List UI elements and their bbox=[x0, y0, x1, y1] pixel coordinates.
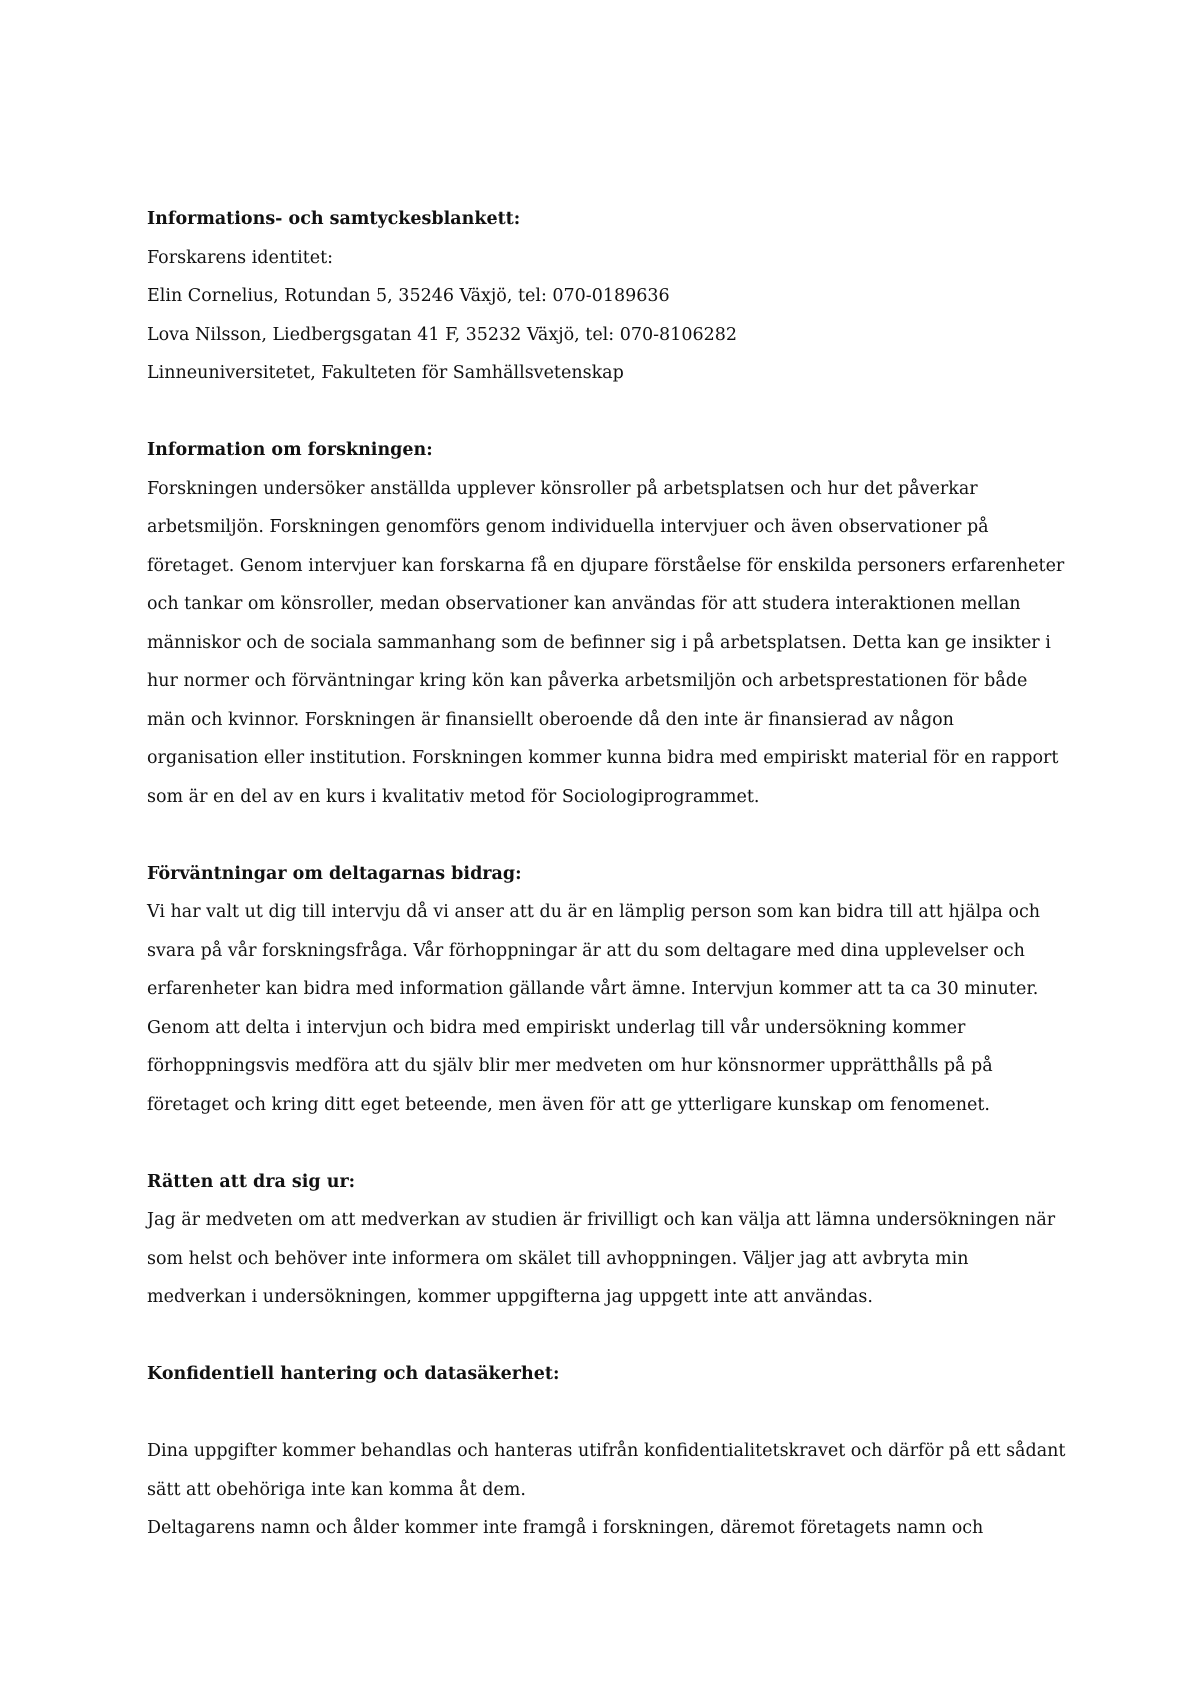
expectations-heading: Förväntningar om deltagarnas bidrag: bbox=[147, 863, 522, 884]
research-info-heading: Information om forskningen: bbox=[147, 440, 433, 460]
identity-label: Forskarens identitet: bbox=[147, 247, 334, 268]
spacer bbox=[147, 816, 1067, 855]
research-info-line: Forskningen undersöker anställda upplever könsroller på arbetsplatsen och hur det påverkar bbox=[147, 478, 978, 499]
document-body bbox=[147, 200, 1067, 1548]
withdrawal-line: som helst och behöver inte informera om skälet till avhoppningen. Väljer jag att avbryta min bbox=[147, 1248, 969, 1269]
researcher-1: Elin Cornelius, Rotundan 5, 35246 Växjö, tel: 070-0189636 bbox=[147, 286, 670, 306]
spacer bbox=[147, 1317, 1067, 1356]
expectations-line: Genom att delta i intervjun och bidra med empiriskt underlag till vår undersökning kommer bbox=[147, 1017, 966, 1038]
withdrawal-heading: Rätten att dra sig ur: bbox=[147, 1171, 356, 1192]
institution: Linneuniversitetet, Fakulteten för Samhällsvetenskap bbox=[147, 363, 624, 383]
spacer bbox=[147, 1124, 1067, 1163]
expectations-line: företaget och kring ditt eget beteende, men även för att ge ytterligare kunskap om fenomenet. bbox=[147, 1094, 990, 1115]
research-info-line: organisation eller institution. Forskningen kommer kunna bidra med empiriskt material för en rapport bbox=[147, 748, 1059, 768]
researcher-2: Lova Nilsson, Liedbergsgatan 41 F, 35232 Växjö, tel: 070-8106282 bbox=[147, 324, 737, 345]
research-info-line: hur normer och förväntningar kring kön kan påverka arbetsmiljön och arbetsprestationen för både bbox=[147, 671, 1028, 691]
research-info-line: män och kvinnor. Forskningen är finansiellt oberoende då den inte är finansierad av någon bbox=[147, 709, 954, 730]
expectations-line: Vi har valt ut dig till intervju då vi anser att du är en lämplig person som kan bidra till att hjälpa och bbox=[147, 902, 1041, 922]
confidentiality-line: Deltagarens namn och ålder kommer inte framgå i forskningen, däremot företagets namn och bbox=[147, 1518, 984, 1538]
expectations-line: svara på vår forskningsfråga. Vår förhoppningar är att du som deltagare med dina upplevelser och bbox=[147, 940, 1025, 961]
confidentiality-heading: Konfidentiell hantering och datasäkerhet: bbox=[147, 1364, 560, 1384]
document-title: Informations- och samtyckesblankett: bbox=[147, 209, 521, 229]
spacer bbox=[147, 393, 1067, 432]
research-info-line: och tankar om könsroller, medan observationer kan användas för att studera interaktionen mellan bbox=[147, 594, 1021, 614]
research-info-line: företaget. Genom intervjuer kan forskarna få en djupare förståelse för enskilda personers erfarenheter bbox=[147, 555, 1065, 576]
confidentiality-line: Dina uppgifter kommer behandlas och hanteras utifrån konfidentialitetskravet och därför på ett sådant bbox=[147, 1441, 1066, 1461]
withdrawal-line: Jag är medveten om att medverkan av studien är frivilligt och kan välja att lämna undersökningen när bbox=[147, 1210, 1056, 1230]
expectations-line: erfarenheter kan bidra med information gällande vårt ämne. Intervjun kommer att ta ca 30 minuter. bbox=[147, 979, 1039, 999]
spacer bbox=[147, 1394, 1067, 1433]
research-info-line: arbetsmiljön. Forskningen genomförs genom individuella intervjuer och även observationer på bbox=[147, 517, 989, 537]
research-info-line: som är en del av en kurs i kvalitativ metod för Sociologiprogrammet. bbox=[147, 786, 760, 807]
confidentiality-line: sätt att obehöriga inte kan komma åt dem. bbox=[147, 1479, 526, 1500]
withdrawal-line: medverkan i undersökningen, kommer uppgifterna jag uppgett inte att användas. bbox=[147, 1287, 873, 1307]
research-info-line: människor och de sociala sammanhang som de befinner sig i på arbetsplatsen. Detta kan ge insikter i bbox=[147, 632, 1051, 653]
expectations-line: förhoppningsvis medföra att du själv blir mer medveten om hur könsnormer upprätthålls på på bbox=[147, 1056, 993, 1076]
